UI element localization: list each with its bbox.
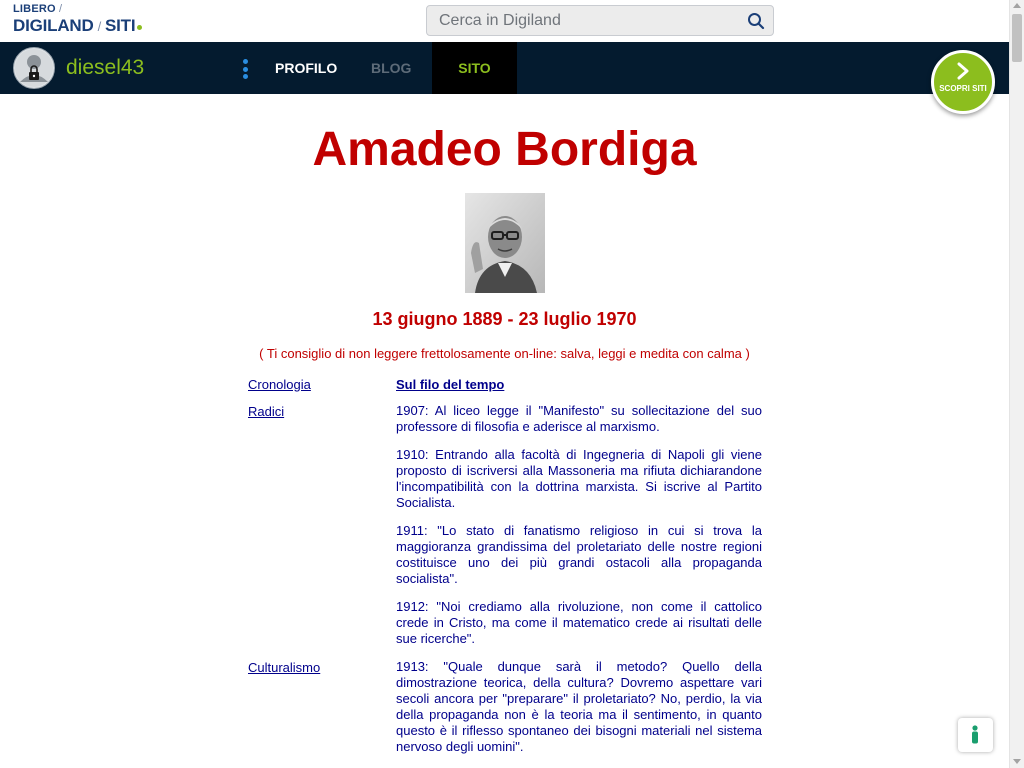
link-sul-filo-del-tempo[interactable]: Sul filo del tempo (396, 377, 505, 392)
search-input[interactable] (427, 6, 739, 35)
logo-libero: LIBERO (13, 3, 56, 15)
search-icon[interactable] (747, 12, 765, 30)
username[interactable]: diesel43 (66, 56, 145, 79)
link-culturalismo[interactable]: Culturalismo (248, 660, 321, 675)
digiland-logo[interactable] (13, 4, 142, 34)
link-cronologia[interactable]: Cronologia (248, 377, 311, 392)
privacy-settings-button[interactable] (958, 718, 993, 752)
page-scrollbar[interactable] (1009, 0, 1024, 768)
user-nav-bar (0, 42, 1009, 94)
paragraph-1910: 1910: Entrando alla facoltà di Ingegneria di Napoli gli viene proposto di iscriversi alla Massoneria ma rifiuta dichiarandone l'incompatibilità con la dottrina marxista. Si iscrive al Partito Socialista. (396, 447, 762, 510)
logo-separator-2: / (97, 19, 101, 34)
logo-siti: SITI (104, 16, 136, 35)
scroll-up-icon[interactable] (1013, 3, 1021, 8)
logo-digiland: DIGILAND (13, 16, 94, 35)
reading-advice: ( Ti consiglio di non leggere frettolosamente on-line: salva, leggi e medita con calma ) (259, 346, 750, 361)
logo-line-2 (13, 17, 142, 34)
more-menu-icon[interactable] (243, 59, 249, 79)
scopri-siti-label: SCOPRI SITI (939, 84, 987, 93)
logo-separator: / (59, 3, 63, 15)
paragraph-1911: 1911: "Lo stato di fanatismo religioso in cui si trova la maggioranza grandissima del proletariato delle nostre regioni costituisce uno dei più grandi ostacoli alla propaganda socialista". (396, 523, 762, 586)
paragraph-1912: 1912: "Noi crediamo alla rivoluzione, non come il cattolico crede in Cristo, ma come il matematico crede ai risultati delle sue ricerche". (396, 599, 762, 646)
portrait-image (465, 193, 545, 293)
user-lock-icon (14, 48, 54, 88)
logo-line-1 (13, 4, 142, 15)
top-bar (0, 0, 1009, 42)
paragraph-1907: 1907: Al liceo legge il "Manifesto" su sollecitazione del suo professore di filosofia e aderisce al marxismo. (396, 403, 762, 434)
scroll-thumb[interactable] (1012, 14, 1022, 62)
privacy-person-icon (968, 725, 982, 745)
chevron-right-icon (956, 62, 970, 80)
link-radici[interactable]: Radici (248, 404, 285, 419)
nav-sito[interactable]: SITO (432, 42, 517, 94)
logo-dot (137, 25, 142, 30)
nav-blog[interactable]: BLOG (371, 60, 412, 76)
page-title: Amadeo Bordiga (312, 123, 697, 176)
scopri-siti-button[interactable] (931, 50, 995, 114)
avatar[interactable] (13, 47, 55, 89)
life-dates: 13 giugno 1889 - 23 luglio 1970 (372, 309, 637, 329)
search-box (426, 5, 774, 36)
paragraph-1913: 1913: "Quale dunque sarà il metodo? Quello della dimostrazione teorica, della cultura? Dovremo aspettare vari secoli ancora per "preparare" il proletariato? No, perdio, la via della propaganda non è la teoria ma il sentimento, in quanto questo è il riflesso spontaneo dei bisogni materiali nel sistema nervoso degli uomini". (396, 659, 762, 754)
scroll-down-icon[interactable] (1013, 759, 1021, 764)
nav-profilo[interactable]: PROFILO (275, 60, 338, 76)
